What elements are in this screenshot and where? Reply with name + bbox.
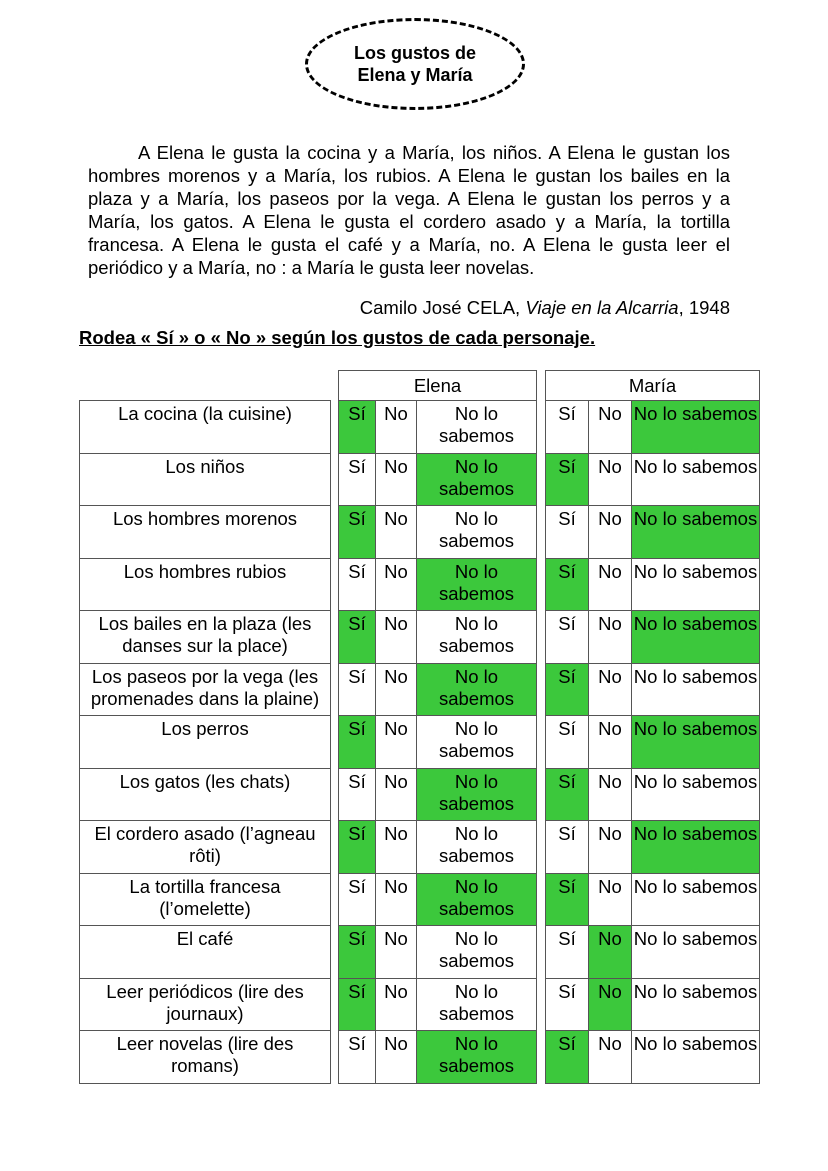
elena-option-si[interactable]: Sí xyxy=(338,453,376,507)
row-label: Los paseos por la vega (les promenades dans la plaine) xyxy=(79,663,331,717)
elena-option-no[interactable]: No xyxy=(375,768,417,822)
elena-option-no-lo-sabemos[interactable]: No lo sabemos xyxy=(416,925,537,979)
maria-option-no[interactable]: No xyxy=(588,663,632,717)
elena-option-si[interactable]: Sí xyxy=(338,925,376,979)
elena-option-no-lo-sabemos[interactable]: No lo sabemos xyxy=(416,1030,537,1084)
row-label: Los gatos (les chats) xyxy=(79,768,331,822)
maria-option-si[interactable]: Sí xyxy=(545,453,589,507)
maria-option-si[interactable]: Sí xyxy=(545,768,589,822)
row-label: Los bailes en la plaza (les danses sur la place) xyxy=(79,610,331,664)
elena-option-no[interactable]: No xyxy=(375,505,417,559)
row-label: Leer novelas (lire des romans) xyxy=(79,1030,331,1084)
maria-option-si[interactable]: Sí xyxy=(545,610,589,664)
maria-option-no-lo-sabemos[interactable]: No lo sabemos xyxy=(631,768,760,822)
citation-year: , 1948 xyxy=(678,297,730,318)
maria-option-no-lo-sabemos[interactable]: No lo sabemos xyxy=(631,873,760,927)
elena-option-no[interactable]: No xyxy=(375,978,417,1032)
column-header-maria: María xyxy=(545,370,760,401)
elena-option-no[interactable]: No xyxy=(375,1030,417,1084)
row-label: El café xyxy=(79,925,331,979)
maria-option-si[interactable]: Sí xyxy=(545,505,589,559)
elena-option-si[interactable]: Sí xyxy=(338,610,376,664)
maria-option-no-lo-sabemos[interactable]: No lo sabemos xyxy=(631,978,760,1032)
elena-option-no[interactable]: No xyxy=(375,663,417,717)
maria-option-no[interactable]: No xyxy=(588,1030,632,1084)
title-line-2: Elena y María xyxy=(357,65,473,85)
row-label: El cordero asado (l’agneau rôti) xyxy=(79,820,331,874)
elena-option-no-lo-sabemos[interactable]: No lo sabemos xyxy=(416,505,537,559)
maria-option-no-lo-sabemos[interactable]: No lo sabemos xyxy=(631,1030,760,1084)
maria-option-no-lo-sabemos[interactable]: No lo sabemos xyxy=(631,453,760,507)
maria-option-no[interactable]: No xyxy=(588,873,632,927)
elena-option-si[interactable]: Sí xyxy=(338,820,376,874)
elena-option-no-lo-sabemos[interactable]: No lo sabemos xyxy=(416,663,537,717)
maria-option-no-lo-sabemos[interactable]: No lo sabemos xyxy=(631,610,760,664)
elena-option-no-lo-sabemos[interactable]: No lo sabemos xyxy=(416,558,537,612)
title-line-1: Los gustos de xyxy=(353,43,476,63)
elena-option-no[interactable]: No xyxy=(375,925,417,979)
elena-option-no-lo-sabemos[interactable]: No lo sabemos xyxy=(416,453,537,507)
maria-option-no-lo-sabemos[interactable]: No lo sabemos xyxy=(631,925,760,979)
elena-option-no[interactable]: No xyxy=(375,453,417,507)
elena-option-no-lo-sabemos[interactable]: No lo sabemos xyxy=(416,978,537,1032)
maria-option-no-lo-sabemos[interactable]: No lo sabemos xyxy=(631,505,760,559)
elena-option-no[interactable]: No xyxy=(375,558,417,612)
elena-option-si[interactable]: Sí xyxy=(338,715,376,769)
elena-option-no-lo-sabemos[interactable]: No lo sabemos xyxy=(416,873,537,927)
row-label: Los hombres morenos xyxy=(79,505,331,559)
elena-option-si[interactable]: Sí xyxy=(338,873,376,927)
elena-option-no[interactable]: No xyxy=(375,820,417,874)
elena-option-no[interactable]: No xyxy=(375,873,417,927)
row-label: Leer periódicos (lire des journaux) xyxy=(79,978,331,1032)
elena-option-no-lo-sabemos[interactable]: No lo sabemos xyxy=(416,820,537,874)
citation-work: Viaje en la Alcarria xyxy=(525,297,679,318)
elena-option-si[interactable]: Sí xyxy=(338,768,376,822)
citation-author: Camilo José CELA, xyxy=(359,297,521,318)
maria-option-no[interactable]: No xyxy=(588,558,632,612)
maria-option-si[interactable]: Sí xyxy=(545,1030,589,1084)
elena-option-no[interactable]: No xyxy=(375,715,417,769)
reading-passage: A Elena le gusta la cocina y a María, los niños. A Elena le gustan los hombres morenos y a María, los rubios. A Elena le gustan los bailes en la plaza y a María, los paseos por la vega. A Elena le gustan los perros y a María, los gatos. A Elena le gusta el cordero asado y a María, la tortilla francesa. A Elena le gusta el café y a María, no. A Elena le gusta leer el periódico y a María, no : a María le gusta leer novelas. xyxy=(88,142,730,278)
maria-option-no[interactable]: No xyxy=(588,610,632,664)
maria-option-no[interactable]: No xyxy=(588,453,632,507)
row-label: Los hombres rubios xyxy=(79,558,331,612)
row-label: La cocina (la cuisine) xyxy=(79,400,331,454)
maria-option-si[interactable]: Sí xyxy=(545,663,589,717)
elena-option-si[interactable]: Sí xyxy=(338,663,376,717)
maria-option-si[interactable]: Sí xyxy=(545,873,589,927)
column-header-elena: Elena xyxy=(338,370,537,401)
elena-option-no[interactable]: No xyxy=(375,400,417,454)
maria-option-no-lo-sabemos[interactable]: No lo sabemos xyxy=(631,400,760,454)
maria-option-si[interactable]: Sí xyxy=(545,820,589,874)
maria-option-no-lo-sabemos[interactable]: No lo sabemos xyxy=(631,715,760,769)
elena-option-si[interactable]: Sí xyxy=(338,978,376,1032)
maria-option-no[interactable]: No xyxy=(588,820,632,874)
maria-option-si[interactable]: Sí xyxy=(545,715,589,769)
maria-option-no[interactable]: No xyxy=(588,505,632,559)
maria-option-no[interactable]: No xyxy=(588,400,632,454)
maria-option-si[interactable]: Sí xyxy=(545,558,589,612)
row-label: La tortilla francesa (l’omelette) xyxy=(79,873,331,927)
maria-option-no[interactable]: No xyxy=(588,768,632,822)
maria-option-no[interactable]: No xyxy=(588,925,632,979)
maria-option-si[interactable]: Sí xyxy=(545,978,589,1032)
elena-option-no[interactable]: No xyxy=(375,610,417,664)
maria-option-si[interactable]: Sí xyxy=(545,925,589,979)
elena-option-no-lo-sabemos[interactable]: No lo sabemos xyxy=(416,400,537,454)
maria-option-no-lo-sabemos[interactable]: No lo sabemos xyxy=(631,558,760,612)
maria-option-no-lo-sabemos[interactable]: No lo sabemos xyxy=(631,663,760,717)
maria-option-no[interactable]: No xyxy=(588,978,632,1032)
row-label: Los perros xyxy=(79,715,331,769)
exercise-instruction: Rodea « Sí » o « No » según los gustos de cada personaje. xyxy=(79,327,596,348)
elena-option-si[interactable]: Sí xyxy=(338,558,376,612)
elena-option-no-lo-sabemos[interactable]: No lo sabemos xyxy=(416,768,537,822)
elena-option-no-lo-sabemos[interactable]: No lo sabemos xyxy=(416,610,537,664)
elena-option-si[interactable]: Sí xyxy=(338,400,376,454)
elena-option-si[interactable]: Sí xyxy=(338,505,376,559)
row-label: Los niños xyxy=(79,453,331,507)
elena-option-no-lo-sabemos[interactable]: No lo sabemos xyxy=(416,715,537,769)
elena-option-si[interactable]: Sí xyxy=(338,1030,376,1084)
maria-option-si[interactable]: Sí xyxy=(545,400,589,454)
maria-option-no-lo-sabemos[interactable]: No lo sabemos xyxy=(631,820,760,874)
maria-option-no[interactable]: No xyxy=(588,715,632,769)
